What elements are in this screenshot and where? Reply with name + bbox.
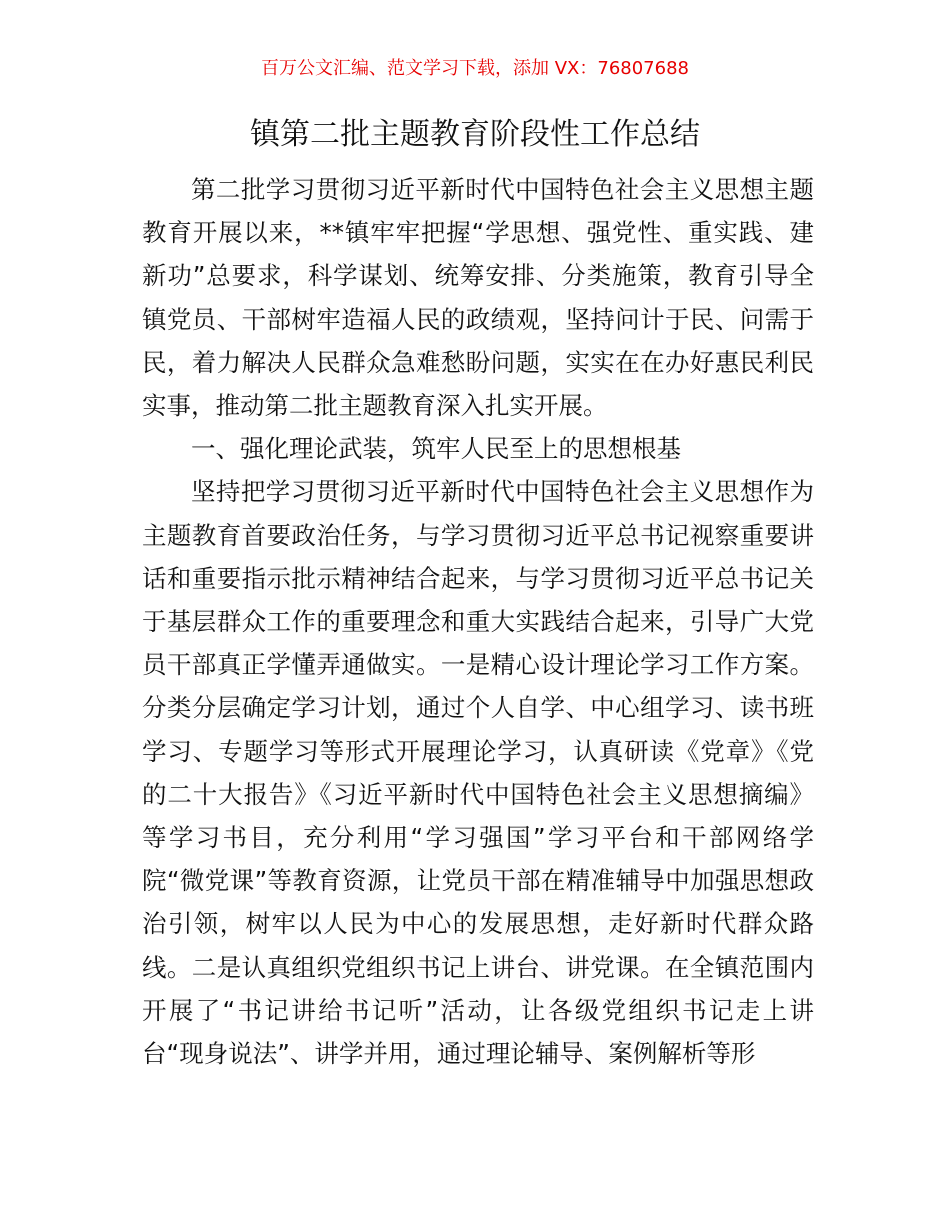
section-heading: 一、强化理论武装，筑牢人民至上的思想根基 — [191, 434, 681, 464]
intro-paragraph: 第二批学习贯彻习近平新时代中国特色社会主义思想主题教育开展以来，**镇牢牢把握“学思想、强党性、重实践、建新功”总要求，科学谋划、统筹安排、分类施策，教育引导全镇党员、干部树牢造福人民的政绩观，坚持问计于民、问需于民，着力解决人民群众急难愁盼问题，实实在在办好惠民利民实事，推动第二批主题教育深入扎实开展。 — [142, 175, 814, 421]
document-title: 镇第二批主题教育阶段性工作总结 — [250, 117, 700, 152]
document-body — [142, 168, 814, 1075]
header-note: 百万公文汇编、范文学习下载，添加 VX：76807688 — [261, 58, 689, 79]
section-paragraph: 坚持把学习贯彻习近平新时代中国特色社会主义思想作为主题教育首要政治任务，与学习贯彻习近平总书记视察重要讲话和重要指示批示精神结合起来，与学习贯彻习近平总书记关于基层群众工作的重要理念和重大实践结合起来，引导广大党员干部真正学懂弄通做实。一是精心设计理论学习工作方案。分类分层确定学习计划，通过个人自学、中心组学习、读书班学习、专题学习等形式开展理论学习，认真研读《党章》《党的二十大报告》《习近平新时代中国特色社会主义思想摘编》等学习书目，充分利用“学习强国”学习平台和干部网络学院“微党课”等教育资源，让党员干部在精准辅导中加强思想政治引领，树牢以人民为中心的发展思想，走好新时代群众路线。二是认真组织党组织书记上讲台、讲党课。在全镇范围内开展了“书记讲给书记听”活动，让各级党组织书记走上讲台“现身说法”、讲学并用，通过理论辅导、案例解析等形 — [142, 477, 814, 1069]
